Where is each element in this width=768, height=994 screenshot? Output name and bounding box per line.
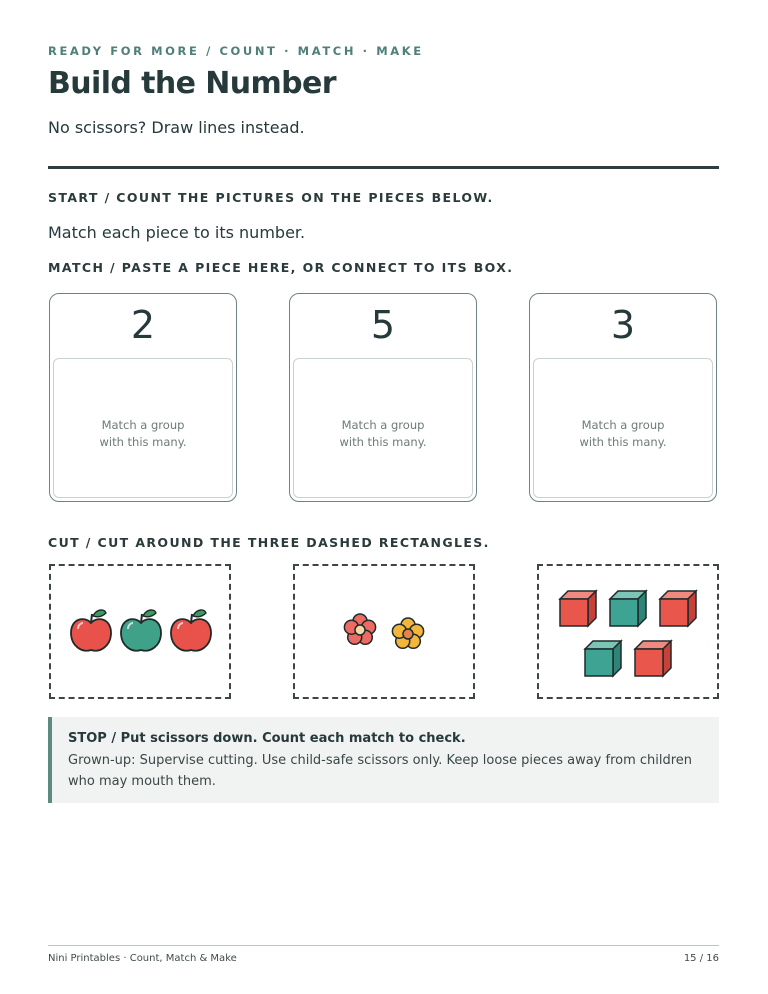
cube-icon — [635, 641, 671, 676]
cut-piece-flowers[interactable] — [293, 564, 475, 699]
start-instruction: Match each piece to its number. — [48, 223, 306, 242]
safety-note: Grown-up: Supervise cutting. Use child-safe scissors only. Keep loose pieces away from children who may mouth them. — [68, 753, 693, 789]
apple-icon — [121, 610, 161, 651]
paste-area[interactable] — [533, 358, 713, 498]
header-divider — [48, 166, 719, 169]
target-number: 5 — [370, 303, 396, 347]
number-box-3[interactable] — [529, 293, 717, 502]
flowers-illustration — [295, 566, 473, 697]
paste-hint — [294, 417, 472, 451]
cut-piece-cubes[interactable] — [537, 564, 719, 699]
paste-area[interactable] — [293, 358, 473, 498]
cube-icon — [560, 591, 596, 626]
kicker: READY FOR MORE / COUNT · MATCH · MAKE — [48, 44, 424, 58]
worksheet-page — [48, 0, 719, 994]
cube-icon — [610, 591, 646, 626]
paste-hint — [534, 417, 712, 451]
page-subtitle: No scissors? Draw lines instead. — [48, 118, 305, 137]
apple-icon — [171, 610, 211, 651]
hint-line: Match a group — [581, 418, 665, 432]
hint-line: with this many. — [339, 435, 427, 449]
paste-hint — [54, 417, 232, 451]
start-label: START / COUNT THE PICTURES ON THE PIECES BELOW. — [48, 190, 494, 205]
number-box-2[interactable] — [49, 293, 237, 502]
target-number: 2 — [130, 303, 156, 347]
number-box-5[interactable] — [289, 293, 477, 502]
cube-icon — [660, 591, 696, 626]
hint-line: with this many. — [99, 435, 187, 449]
apples-illustration — [51, 566, 229, 697]
page-number: 15 / 16 — [683, 953, 719, 964]
page-title: Build the Number — [48, 66, 336, 101]
footer-divider — [48, 945, 719, 946]
hint-line: with this many. — [579, 435, 667, 449]
hint-line: Match a group — [341, 418, 425, 432]
cut-label: CUT / CUT AROUND THE THREE DASHED RECTANGLES. — [48, 535, 490, 550]
target-number: 3 — [610, 303, 636, 347]
apple-icon — [71, 610, 111, 651]
cube-icon — [585, 641, 621, 676]
flower-icon — [344, 614, 375, 644]
paste-area[interactable] — [53, 358, 233, 498]
hint-line: Match a group — [101, 418, 185, 432]
cubes-illustration — [539, 566, 717, 697]
cut-piece-apples[interactable] — [49, 564, 231, 699]
footer-brand: Nini Printables · Count, Match & Make — [48, 953, 237, 964]
stop-note — [48, 717, 719, 803]
stop-heading: STOP / Put scissors down. Count each match to check. — [68, 731, 466, 746]
match-label: MATCH / PASTE A PIECE HERE, OR CONNECT TO ITS BOX. — [48, 260, 514, 275]
flower-icon — [392, 618, 423, 648]
